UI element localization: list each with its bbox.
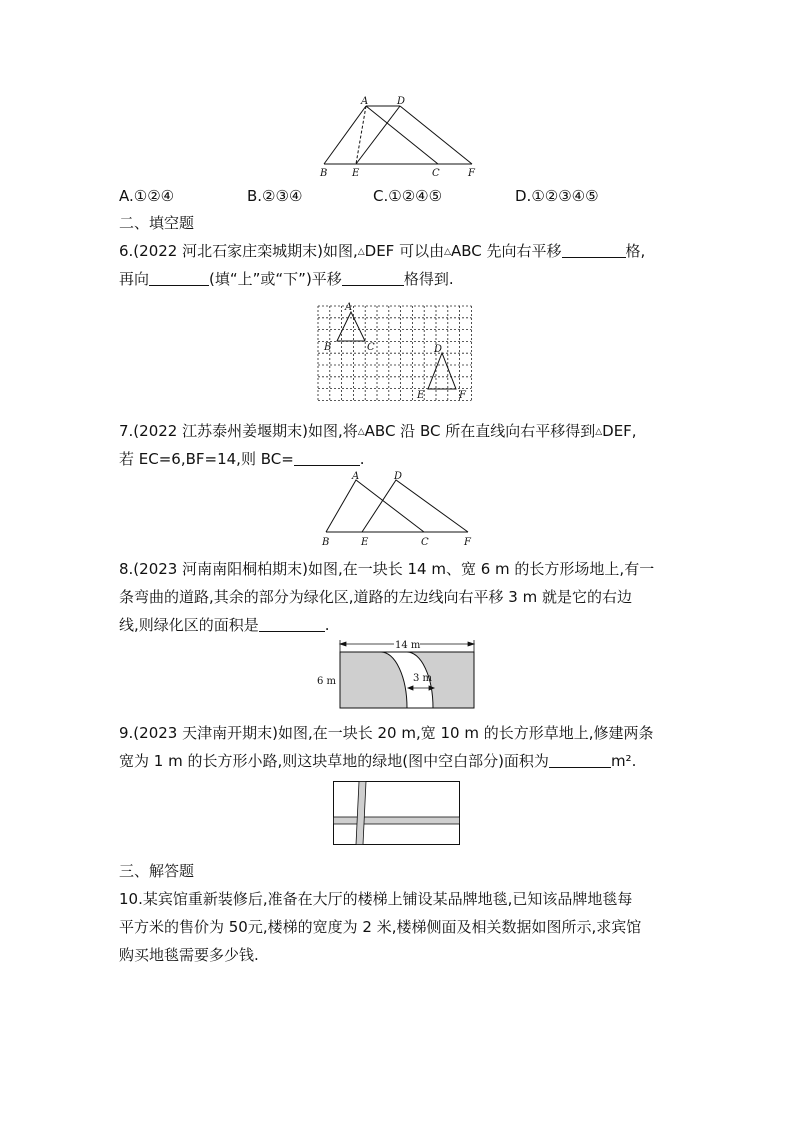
q7-line1: 7.(2022 江苏泰州姜堰期末)如图,将△ABC 沿 BC 所在直线向右平移得到△DEF, (119, 422, 637, 440)
figure-q6-grid (318, 302, 478, 402)
q10-line2: 平方米的售价为 50元,楼梯的宽度为 2 米,楼梯侧面及相关数据如图所示,求宾馆 (119, 918, 642, 936)
q6-blank-2[interactable] (149, 269, 209, 286)
label-b: B (320, 168, 328, 179)
line-ae (356, 106, 366, 164)
label-e: E (352, 168, 360, 179)
label-e: E (361, 537, 369, 548)
q9-blank[interactable] (549, 751, 611, 768)
section-heading-answer: 三、解答题 (119, 862, 195, 880)
label-e: E (417, 390, 425, 401)
label-f: F (459, 390, 466, 401)
arrow-left-icon (340, 642, 346, 646)
line-df (400, 106, 472, 164)
figure-q7 (318, 470, 478, 548)
label-d: D (394, 471, 403, 482)
triangle-symbol-icon: △ (595, 427, 603, 437)
choice-a[interactable]: A.①②④ (119, 187, 175, 205)
shift-label: 3 m (413, 673, 433, 684)
figure-q9 (333, 781, 461, 846)
q6-line1: 6.(2022 河北石家庄栾城期末)如图,△DEF 可以由△ABC 先向右平移 格, (119, 242, 646, 260)
horizontal-path (334, 817, 460, 824)
section-heading-fill-in: 二、填空题 (119, 214, 195, 232)
label-c: C (421, 537, 429, 548)
q7-blank[interactable] (294, 449, 360, 466)
choice-c[interactable]: C.①②④⑤ (373, 187, 443, 205)
q6-blank-1[interactable] (562, 241, 626, 258)
q10-line1: 10.某宾馆重新装修后,准备在大厅的楼梯上铺设某品牌地毯,已知该品牌地毯每 (119, 890, 633, 908)
q6-line2: 再向 (填“上”或“下”)平移 格得到. (119, 270, 454, 288)
choice-d[interactable]: D.①②③④⑤ (515, 187, 599, 205)
lawn-rect (334, 782, 460, 845)
triangle-symbol-icon: △ (357, 427, 365, 437)
label-d: D (397, 96, 406, 107)
triangle-abc (326, 480, 424, 532)
triangle-symbol-icon: △ (444, 247, 452, 257)
q8-line3: 线,则绿化区的面积是 . (119, 616, 330, 634)
label-f: F (468, 168, 475, 179)
q8-line1: 8.(2023 河南南阳桐柏期末)如图,在一块长 14 m、宽 6 m 的长方形场地上,有一 (119, 560, 655, 578)
q7-line2: 若 EC=6,BF=14,则 BC= . (119, 450, 365, 468)
label-a: A (361, 96, 369, 107)
line-ab (324, 106, 366, 164)
line-ac (366, 106, 438, 164)
triangle-symbol-icon: △ (357, 247, 365, 257)
q9-line2: 宽为 1 m 的长方形小路,则这块草地的绿地(图中空白部分)面积为 m². (119, 752, 637, 770)
arrow-right-icon (468, 642, 474, 646)
q10-line3: 购买地毯需要多少钱. (119, 946, 259, 964)
line-de (356, 106, 400, 164)
label-b: B (322, 537, 330, 548)
q9-line1: 9.(2023 天津南开期末)如图,在一块长 20 m,宽 10 m 的长方形草地上,修建两条 (119, 724, 654, 742)
figure-q5 (318, 96, 478, 180)
width-label: 6 m (317, 676, 337, 687)
label-a: A (352, 471, 360, 482)
length-label: 14 m (395, 640, 421, 651)
q6-blank-3[interactable] (342, 269, 404, 286)
label-f: F (464, 537, 471, 548)
q8-blank[interactable] (259, 615, 325, 632)
q8-line2: 条弯曲的道路,其余的部分为绿化区,道路的左边线向右平移 3 m 就是它的右边 (119, 588, 632, 606)
triangle-def (428, 353, 456, 389)
label-c: C (367, 342, 375, 353)
choice-b[interactable]: B.②③④ (247, 187, 303, 205)
triangle-def (362, 480, 468, 532)
figure-q8 (316, 638, 478, 712)
label-b: B (324, 342, 332, 353)
label-a: A (345, 302, 353, 313)
label-c: C (432, 168, 440, 179)
label-d: D (434, 344, 443, 355)
